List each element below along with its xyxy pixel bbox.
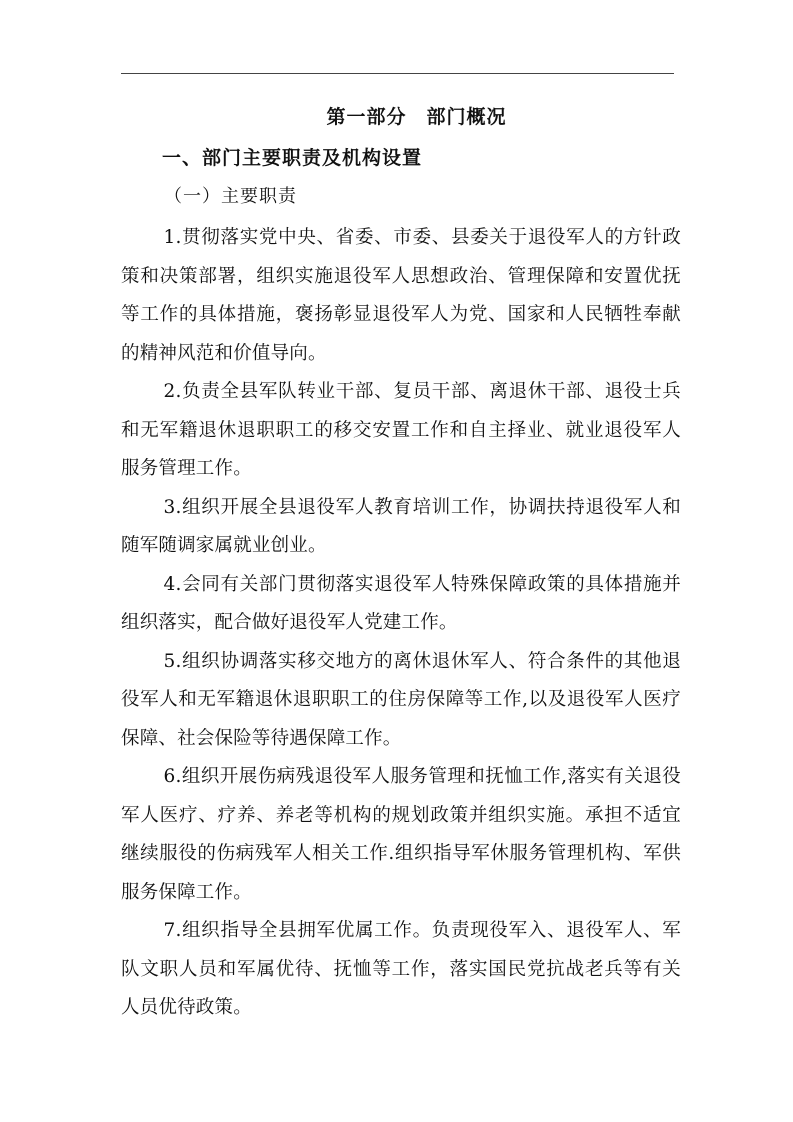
page-title: 第一部分 部门概况 <box>326 106 507 128</box>
duty-paragraph-7: 7.组织指导全县拥军优属工作。负责现役军入、退役军人、军队文职人员和军属优待、抚恤等工作，落实国民党抗战老兵等有关人员优待政策。 <box>121 920 681 1018</box>
duty-paragraph-1: 1.贯彻落实党中央、省委、市委、县委关于退役军人的方针政策和决策部署，组织实施退役军人思想政治、管理保障和安置优抚等工作的具体措施，褒扬彰显退役军人为党、国家和人民牺牲奉献的精神风范和价值导向。 <box>121 227 681 364</box>
duty-paragraph-5: 5.组织协调落实移交地方的离休退休军人、符合条件的其他退役军人和无军籍退休退职职工的住房保障等工作,以及退役军人医疗保障、社会保险等待遇保障工作。 <box>121 650 681 749</box>
duty-paragraph-4: 4.会同有关部门贯彻落实退役军人特殊保障政策的具体措施并组织落实，配合做好退役军人党建工作。 <box>121 573 681 633</box>
section-heading: 一、部门主要职责及机构设置 <box>162 147 423 169</box>
duty-paragraph-3: 3.组织开展全县退役军人教育培训工作，协调扶持退役军人和随军随调家属就业创业。 <box>121 496 681 556</box>
header-rule <box>121 73 674 74</box>
duty-paragraph-6: 6.组织开展伤病残退役军人服务管理和抚恤工作,落实有关退役军人医疗、疗养、养老等机构的规划政策并组织实施。承担不适宜继续服役的伤病残军人相关工作.组织指导军休服务管理机构、军供服务保障工作。 <box>121 766 681 903</box>
duty-paragraph-2: 2.负责全县军队转业干部、复员干部、离退休干部、退役士兵和无军籍退休退职职工的移交安置工作和自主择业、就业退役军人服务管理工作。 <box>121 381 681 479</box>
subsection-heading: （一）主要职责 <box>164 186 297 207</box>
duties-body <box>121 219 681 1028</box>
